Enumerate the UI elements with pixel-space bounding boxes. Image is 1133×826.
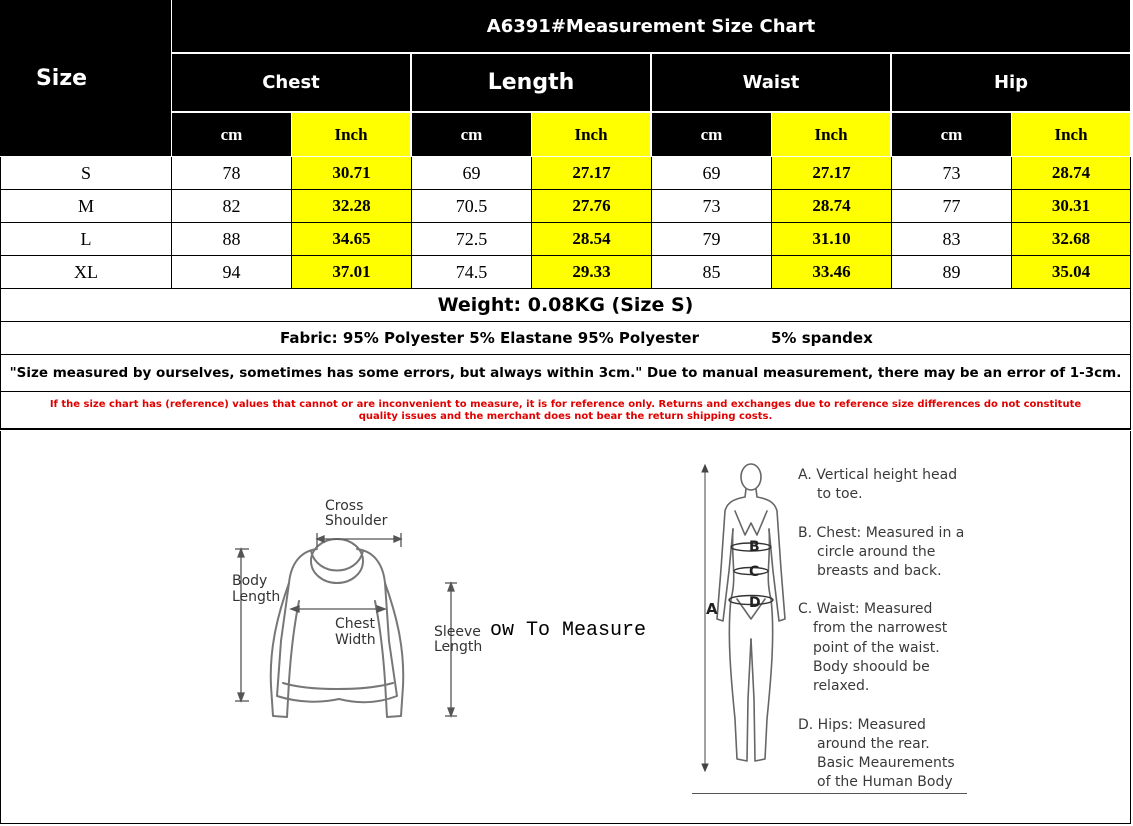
unit-header-inch: [292, 113, 410, 156]
chart-title: A6391#Measurement Size Chart: [486, 15, 816, 37]
chart-title-bar: [172, 0, 1130, 52]
cell-value: 69: [462, 162, 481, 183]
table-cell: [772, 157, 892, 190]
unit-label: cm: [220, 124, 243, 144]
body-measurement-figure: [701, 459, 791, 779]
group-label-chest: Chest: [262, 72, 320, 93]
disclaimer-line: quality issues and the merchant does not bear the return shipping costs.: [358, 411, 773, 422]
sleeve-length-label: Sleeve: [434, 624, 481, 640]
unit-label: cm: [460, 124, 483, 144]
size-header: [0, 0, 171, 156]
cell-value: 32.28: [332, 196, 371, 215]
cell-value: 33.46: [812, 262, 851, 281]
table-cell: [892, 157, 1012, 190]
table-cell: [772, 223, 892, 256]
guide-line: C. Waist: Measured: [798, 601, 933, 617]
cell-value: 79: [702, 228, 721, 249]
group-label-length: Length: [487, 70, 575, 95]
weight-text: Weight: 0.08KG (Size S): [437, 294, 694, 316]
group-header-chest: [172, 54, 410, 111]
table-cell: [292, 223, 412, 256]
unit-label: cm: [700, 124, 723, 144]
guide-line: B. Chest: Measured in a: [798, 525, 965, 541]
cell-value: 73: [702, 195, 721, 216]
table-cell: [1012, 256, 1131, 289]
table-cell: [652, 223, 772, 256]
marker-b: B: [749, 539, 760, 555]
table-cell: [652, 157, 772, 190]
cell-value: 74.5: [455, 261, 488, 282]
cell-value: 82: [222, 195, 241, 216]
unit-header-cm: [412, 113, 531, 156]
size-label: XL: [74, 261, 98, 282]
cross-shoulder-label: Shoulder: [325, 513, 388, 529]
guide-line: to toe.: [817, 486, 863, 502]
table-cell: [172, 190, 292, 223]
table-cell: [892, 223, 1012, 256]
measure-guide-baseline: [692, 793, 967, 794]
group-label-hip: Hip: [993, 72, 1029, 93]
table-cell: [892, 190, 1012, 223]
measurement-note-row: [0, 355, 1131, 392]
how-to-measure-title: ow To Measure: [490, 619, 647, 642]
guide-line: relaxed.: [813, 678, 870, 694]
table-cell: [172, 223, 292, 256]
size-cell: [0, 190, 172, 223]
chest-width-label: Width: [335, 632, 376, 648]
marker-c: C: [749, 564, 760, 580]
guide-line: around the rear.: [817, 736, 930, 752]
table-cell: [172, 157, 292, 190]
table-cell: [412, 223, 532, 256]
fabric-row: [0, 322, 1131, 355]
size-label: S: [80, 162, 91, 183]
disclaimer-line: If the size chart has (reference) values that cannot or are inconvenient to measure, it is for reference only. Returns and exchanges due to reference size differences do not constitute: [49, 399, 1082, 410]
unit-header-cm: [652, 113, 771, 156]
cell-value: 28.54: [572, 229, 611, 248]
table-cell: [292, 157, 412, 190]
size-cell: [0, 157, 172, 190]
size-cell: [0, 223, 172, 256]
guide-line: A. Vertical height head: [798, 467, 958, 483]
guide-line: of the Human Body: [817, 774, 953, 790]
guide-line: D. Hips: Measured: [798, 717, 926, 733]
table-cell: [652, 256, 772, 289]
guide-line: breasts and back.: [817, 563, 942, 579]
table-cell: [292, 190, 412, 223]
table-cell: [1012, 190, 1131, 223]
guide-line: Basic Meaurements: [817, 755, 955, 771]
table-cell: [652, 190, 772, 223]
table-cell: [892, 256, 1012, 289]
body-length-label: Body: [232, 573, 268, 589]
unit-label: Inch: [334, 124, 368, 144]
marker-a: A: [706, 600, 718, 618]
cell-value: 30.71: [332, 163, 371, 182]
table-cell: [1012, 223, 1131, 256]
cell-value: 73: [942, 162, 961, 183]
unit-header-inch: [772, 113, 890, 156]
size-label: L: [80, 228, 92, 249]
cell-value: 29.33: [572, 262, 611, 281]
unit-header-inch: [532, 113, 650, 156]
guide-line: point of the waist.: [813, 640, 940, 656]
unit-label: cm: [940, 124, 963, 144]
cell-value: 89: [942, 261, 961, 282]
cell-value: 78: [222, 162, 241, 183]
cell-value: 72.5: [455, 228, 488, 249]
cell-value: 83: [942, 228, 961, 249]
table-cell: [172, 256, 292, 289]
cell-value: 32.68: [1051, 229, 1091, 248]
guide-line: circle around the: [817, 544, 936, 560]
cell-value: 94: [222, 261, 241, 282]
size-cell: [0, 256, 172, 289]
cross-shoulder-label: Cross: [325, 498, 364, 514]
how-to-measure-panel: [0, 431, 1131, 824]
cell-value: 85: [702, 261, 721, 282]
cell-value: 35.04: [1051, 262, 1091, 281]
table-cell: [532, 256, 652, 289]
weight-row: [0, 289, 1131, 322]
table-cell: [772, 190, 892, 223]
cell-value: 88: [222, 228, 241, 249]
table-cell: [772, 256, 892, 289]
marker-d: D: [749, 595, 761, 611]
group-label-waist: Waist: [742, 72, 800, 93]
fabric-spandex-text: 5% spandex: [771, 329, 873, 347]
cell-value: 28.74: [1051, 163, 1091, 182]
unit-header-cm: [172, 113, 291, 156]
cell-value: 77: [942, 195, 961, 216]
table-cell: [412, 157, 532, 190]
cell-value: 31.10: [812, 229, 851, 248]
cell-value: 27.17: [572, 163, 611, 182]
unit-label: Inch: [1054, 124, 1088, 144]
table-cell: [532, 223, 652, 256]
cell-value: 28.74: [812, 196, 851, 215]
measurement-note: "Size measured by ourselves, sometimes has some errors, but always within 3cm." Due to manual measurement, there may be an error of 1-3cm.: [9, 365, 1122, 381]
cell-value: 34.65: [332, 229, 371, 248]
body-length-label: Length: [232, 589, 281, 605]
cell-value: 69: [702, 162, 721, 183]
group-header-length: [412, 54, 650, 111]
cell-value: 27.17: [812, 163, 851, 182]
unit-header-cm: [892, 113, 1011, 156]
group-header-hip: [892, 54, 1130, 111]
cell-value: 30.31: [1051, 196, 1091, 215]
fabric-text: Fabric: 95% Polyester 5% Elastane 95% Polyester: [280, 329, 699, 347]
sleeve-length-label: Length: [434, 639, 483, 655]
chest-width-label: Chest: [335, 616, 376, 632]
table-cell: [412, 256, 532, 289]
table-cell: [292, 256, 412, 289]
table-cell: [532, 157, 652, 190]
cell-value: 70.5: [455, 195, 488, 216]
unit-label: Inch: [574, 124, 608, 144]
unit-label: Inch: [814, 124, 848, 144]
table-cell: [1012, 157, 1131, 190]
cell-value: 37.01: [332, 262, 371, 281]
cell-value: 27.76: [572, 196, 611, 215]
table-cell: [412, 190, 532, 223]
size-label: M: [77, 195, 94, 216]
disclaimer-row: [0, 392, 1131, 430]
group-header-waist: [652, 54, 890, 111]
guide-line: from the narrowest: [813, 620, 948, 636]
unit-header-inch: [1012, 113, 1130, 156]
table-cell: [532, 190, 652, 223]
guide-line: Body shoould be: [813, 659, 930, 675]
size-header-label: Size: [35, 65, 88, 91]
